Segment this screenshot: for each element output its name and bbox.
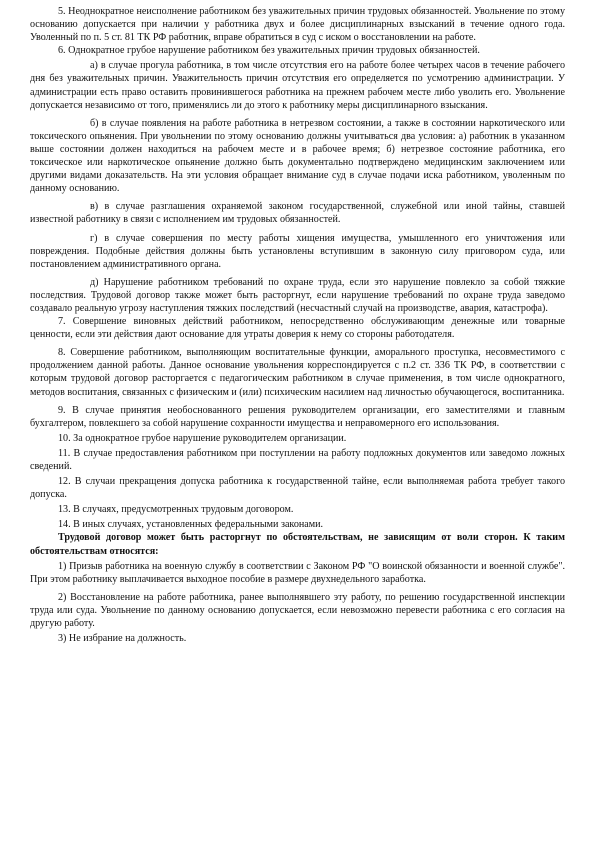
bold-intro-paragraph [30,531,565,557]
paragraph-item-8: 8. Совершение работником, выполняющим воспитательные функции, аморального проступка, несовместимого с продолжением данной работы. Данное основание увольнения корреспондируется с п.2 ст. 336 ТК РФ, в соответствии с которым трудовой договор расторгается с педагогическим работником в случае применения, в том числе однократного, методов воспитания, связанных с физическим и (или) психическим насилием над личностью обучающегося, воспитанника. [30,347,565,398]
list-item-3: 3) Не избрание на должность. [58,633,187,645]
bold-intro-tail: К таким обстоятельствам относятся: [30,532,565,557]
paragraph-item-14: 14. В иных случаях, установленных федеральными законами. [58,519,324,531]
list-item-1: 1) Призыв работника на военную службу в соответствии с Законом РФ "О воинской обязанности и военной службе". При этом работнику выплачивается выходное пособие в размере двухнедельного заработка. [30,560,565,585]
paragraph-item-6: 6. Однократное грубое нарушение работником без уважительных причин трудовых обязанностей. [58,45,480,57]
paragraph-item-11: 11. В случае предоставления работником при поступлении на работу подложных документов или заведомо ложных сведений. [30,447,565,472]
paragraph-item-7: 7. Совершение виновных действий работником, непосредственно обслуживающим денежные или товарные ценности, если эти действия дают основание для утраты доверия к нему со стороны работодателя. [30,316,565,341]
subparagraph-v: в) в случае разглашения охраняемой законом государственной, служебной или иной тайны, ставшей известной работнику в связи с исполнением им трудовых обязанностей. [30,201,565,226]
paragraph-item-13: 13. В случаях, предусмотренных трудовым договором. [58,504,294,516]
subparagraph-a: а) в случае прогула работника, в том числе отсутствия его на работе более четырех часов в течение рабочего дня без уважительных причин. Уважительность причин отсутствия его определяется по усмотрению администрации. У администрации есть право оставить провинившегося работника на прежнем рабочем месте либо уволить его. Увольнение допускается независимо от того, применялись ли до этого к работнику меры дисциплинарного взыскания. [30,60,565,111]
paragraph-item-12: 12. В случаи прекращения допуска работника к государственной тайне, если выполняемая работа требует такого допуска. [30,476,565,501]
list-item-2: 2) Восстановление на работе работника, ранее выполнявшего эту работу, по решению государственной инспекции труда или суда. Увольнение по данному основанию допускается, если невозможно перевести работника с его согласия на другую работу. [30,591,565,630]
paragraph-item-9: 9. В случае принятия необоснованного решения руководителем организации, его заместителями и главным бухгалтером, повлекшего за собой нарушение сохранности имущества и неправомерного его использования. [30,404,565,429]
subparagraph-d: д) Нарушение работником требований по охране труда, если это нарушение повлекло за собой тяжкие последствия. Трудовой договор также может быть расторгнут, если нарушение требований по охране труда заведомо создавало реальную угрозу наступления тяжких последствий (несчастный случай на производстве, авария, катастрофа). [30,276,565,314]
subparagraph-b: б) в случае появления на работе работника в нетрезвом состоянии, а также в состоянии наркотического или токсического опьянения. При увольнении по этому основанию должны учитываться два условия: а) работник в указанном выше состоянии должен находиться на рабочем месте и в рабочее время; б) нетрезвое состояние работника, его токсическое или наркотическое опьянение должно быть документально подтверждено медицинским заключением или другими видами доказательств. На эти условия обращает внимание суд в случае подачи иска работником, уволенным по данному основанию. [30,117,565,195]
paragraph-item-10: 10. За однократное грубое нарушение руководителем организации. [58,432,347,444]
bold-intro-text: Трудовой договор может быть расторгнут по обстоятельствам, не зависящим от воли сторон. [58,532,518,544]
paragraph-item-5: 5. Неоднократное неисполнение работником без уважительных причин трудовых обязанностей. Увольнение по этому основанию допускается при наличии у работника двух и более дисциплинарных взысканий в течение одного года. Уволенный по п. 5 ст. 81 ТК РФ работник, вправе обратиться в суд с иском о восстановлении на работе. [30,6,565,44]
subparagraph-g: г) в случае совершения по месту работы хищения имущества, умышленного его уничтожения или повреждения. Подобные действия должны быть установлены вступившим в законную силу приговором суда, или постановлением административного органа. [30,232,565,270]
